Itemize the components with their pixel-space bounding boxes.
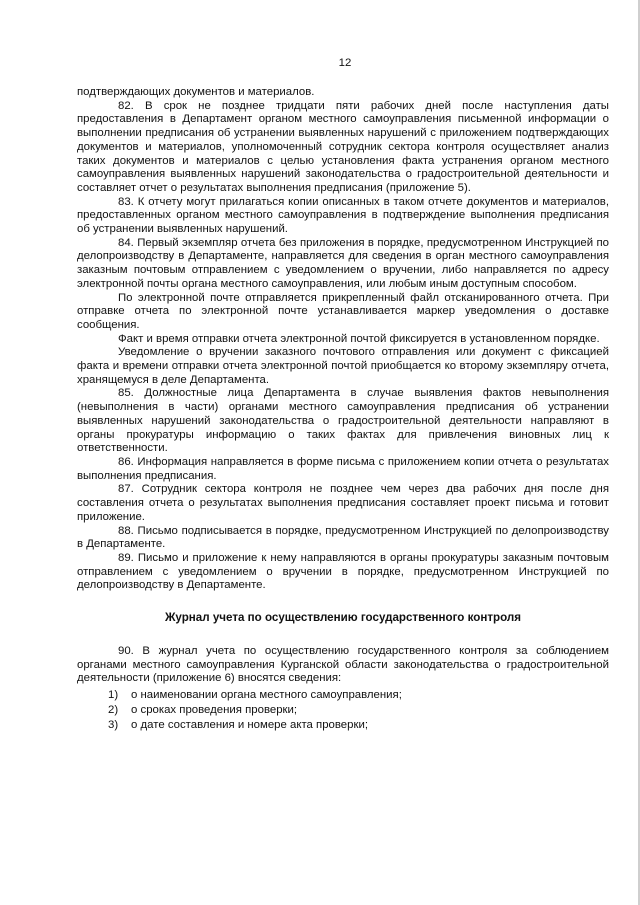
paragraph-89: 89. Письмо и приложение к нему направляются в органы прокуратуры заказным почтовым отправлением с уведомлением о вручении в порядке, предусмотренном Инструкцией по делопроизводству в Департаменте. bbox=[77, 551, 609, 592]
document-body bbox=[77, 86, 609, 733]
paragraph-83: 83. К отчету могут прилагаться копии описанных в таком отчете документов и материалов, предоставленных органом местного самоуправления в подтверждение выполнения предписания об устранении выявленных нарушений. bbox=[77, 195, 609, 236]
info-list bbox=[77, 688, 609, 733]
page-number: 12 bbox=[338, 57, 352, 69]
paragraph: Уведомление о вручении заказного почтового отправления или документ с фиксацией факта и времени отправки отчета электронной почтой приобщается ко второму экземпляру отчета, хранящемуся в деле Департамента. bbox=[77, 346, 609, 386]
paragraph-86: 86. Информация направляется в форме письма с приложением копии отчета о результатах выполнения предписания. bbox=[77, 455, 609, 482]
list-item bbox=[77, 718, 609, 733]
section-heading: Журнал учета по осуществлению государственного контроля bbox=[164, 611, 522, 625]
list-item bbox=[77, 703, 609, 718]
list-item-text: о дате составления и номере акта проверки; bbox=[131, 719, 368, 732]
paragraph: По электронной почте отправляется прикрепленный файл отсканированного отчета. При отправке отчета по электронной почте устанавливается маркер уведомления о доставке сообщения. bbox=[77, 291, 609, 331]
paragraph-82: 82. В срок не позднее тридцати пяти рабочих дней после наступления даты предоставления в Департамент органом местного самоуправления письменной информации о выполнении предписания об устранении выявленных нарушений с приложением подтверждающих документов и материалов, уполномоченный сотрудник сектора контроля осуществляет анализ таких документов и материалов с целью установления факта устранения органом местного самоуправления выявленных нарушений законодательства о градостроительной деятельности и составляет отчет о результатах выполнения предписания (приложение 5). bbox=[77, 99, 609, 194]
paragraph: подтверждающих документов и материалов. bbox=[77, 86, 315, 98]
paragraph-84: 84. Первый экземпляр отчета без приложения в порядке, предусмотренном Инструкцией по делопроизводству в Департаменте, направляется для сведения в орган местного самоуправления заказным почтовым отправлением с уведомлением о вручении, либо направляется по адресу электронной почты органа местного самоуправления, или любым иным доступным способом. bbox=[77, 236, 609, 290]
list-item bbox=[77, 688, 609, 703]
list-item-number: 3) bbox=[108, 719, 119, 732]
list-item-text: о сроках проведения проверки; bbox=[131, 704, 298, 717]
paragraph-90: 90. В журнал учета по осуществлению государственного контроля за соблюдением органами местного самоуправления Курганской области законодательства о градостроительной деятельности (приложение 6) вносятся сведения: bbox=[77, 645, 609, 685]
paragraph: Факт и время отправки отчета электронной почтой фиксируется в установленном порядке. bbox=[118, 332, 600, 345]
list-item-number: 2) bbox=[108, 704, 119, 717]
paragraph-87: 87. Сотрудник сектора контроля не позднее чем через два рабочих дня после дня составления отчета о результатах выполнения предписания составляет проект письма и готовит приложение. bbox=[77, 483, 609, 523]
paragraph-85: 85. Должностные лица Департамента в случае выявления фактов невыполнения (невыполнения в части) органами местного самоуправления предписания об устранении выявленных нарушений законодательства о градостроительной деятельности направляют в органы прокуратуры информацию о таких фактах для привлечения виновных лиц к ответственности. bbox=[77, 387, 609, 455]
list-item-number: 1) bbox=[108, 689, 119, 702]
paragraph-88: 88. Письмо подписывается в порядке, предусмотренном Инструкцией по делопроизводству в Департаменте. bbox=[77, 524, 609, 551]
list-item-text: о наименовании органа местного самоуправления; bbox=[131, 689, 402, 702]
